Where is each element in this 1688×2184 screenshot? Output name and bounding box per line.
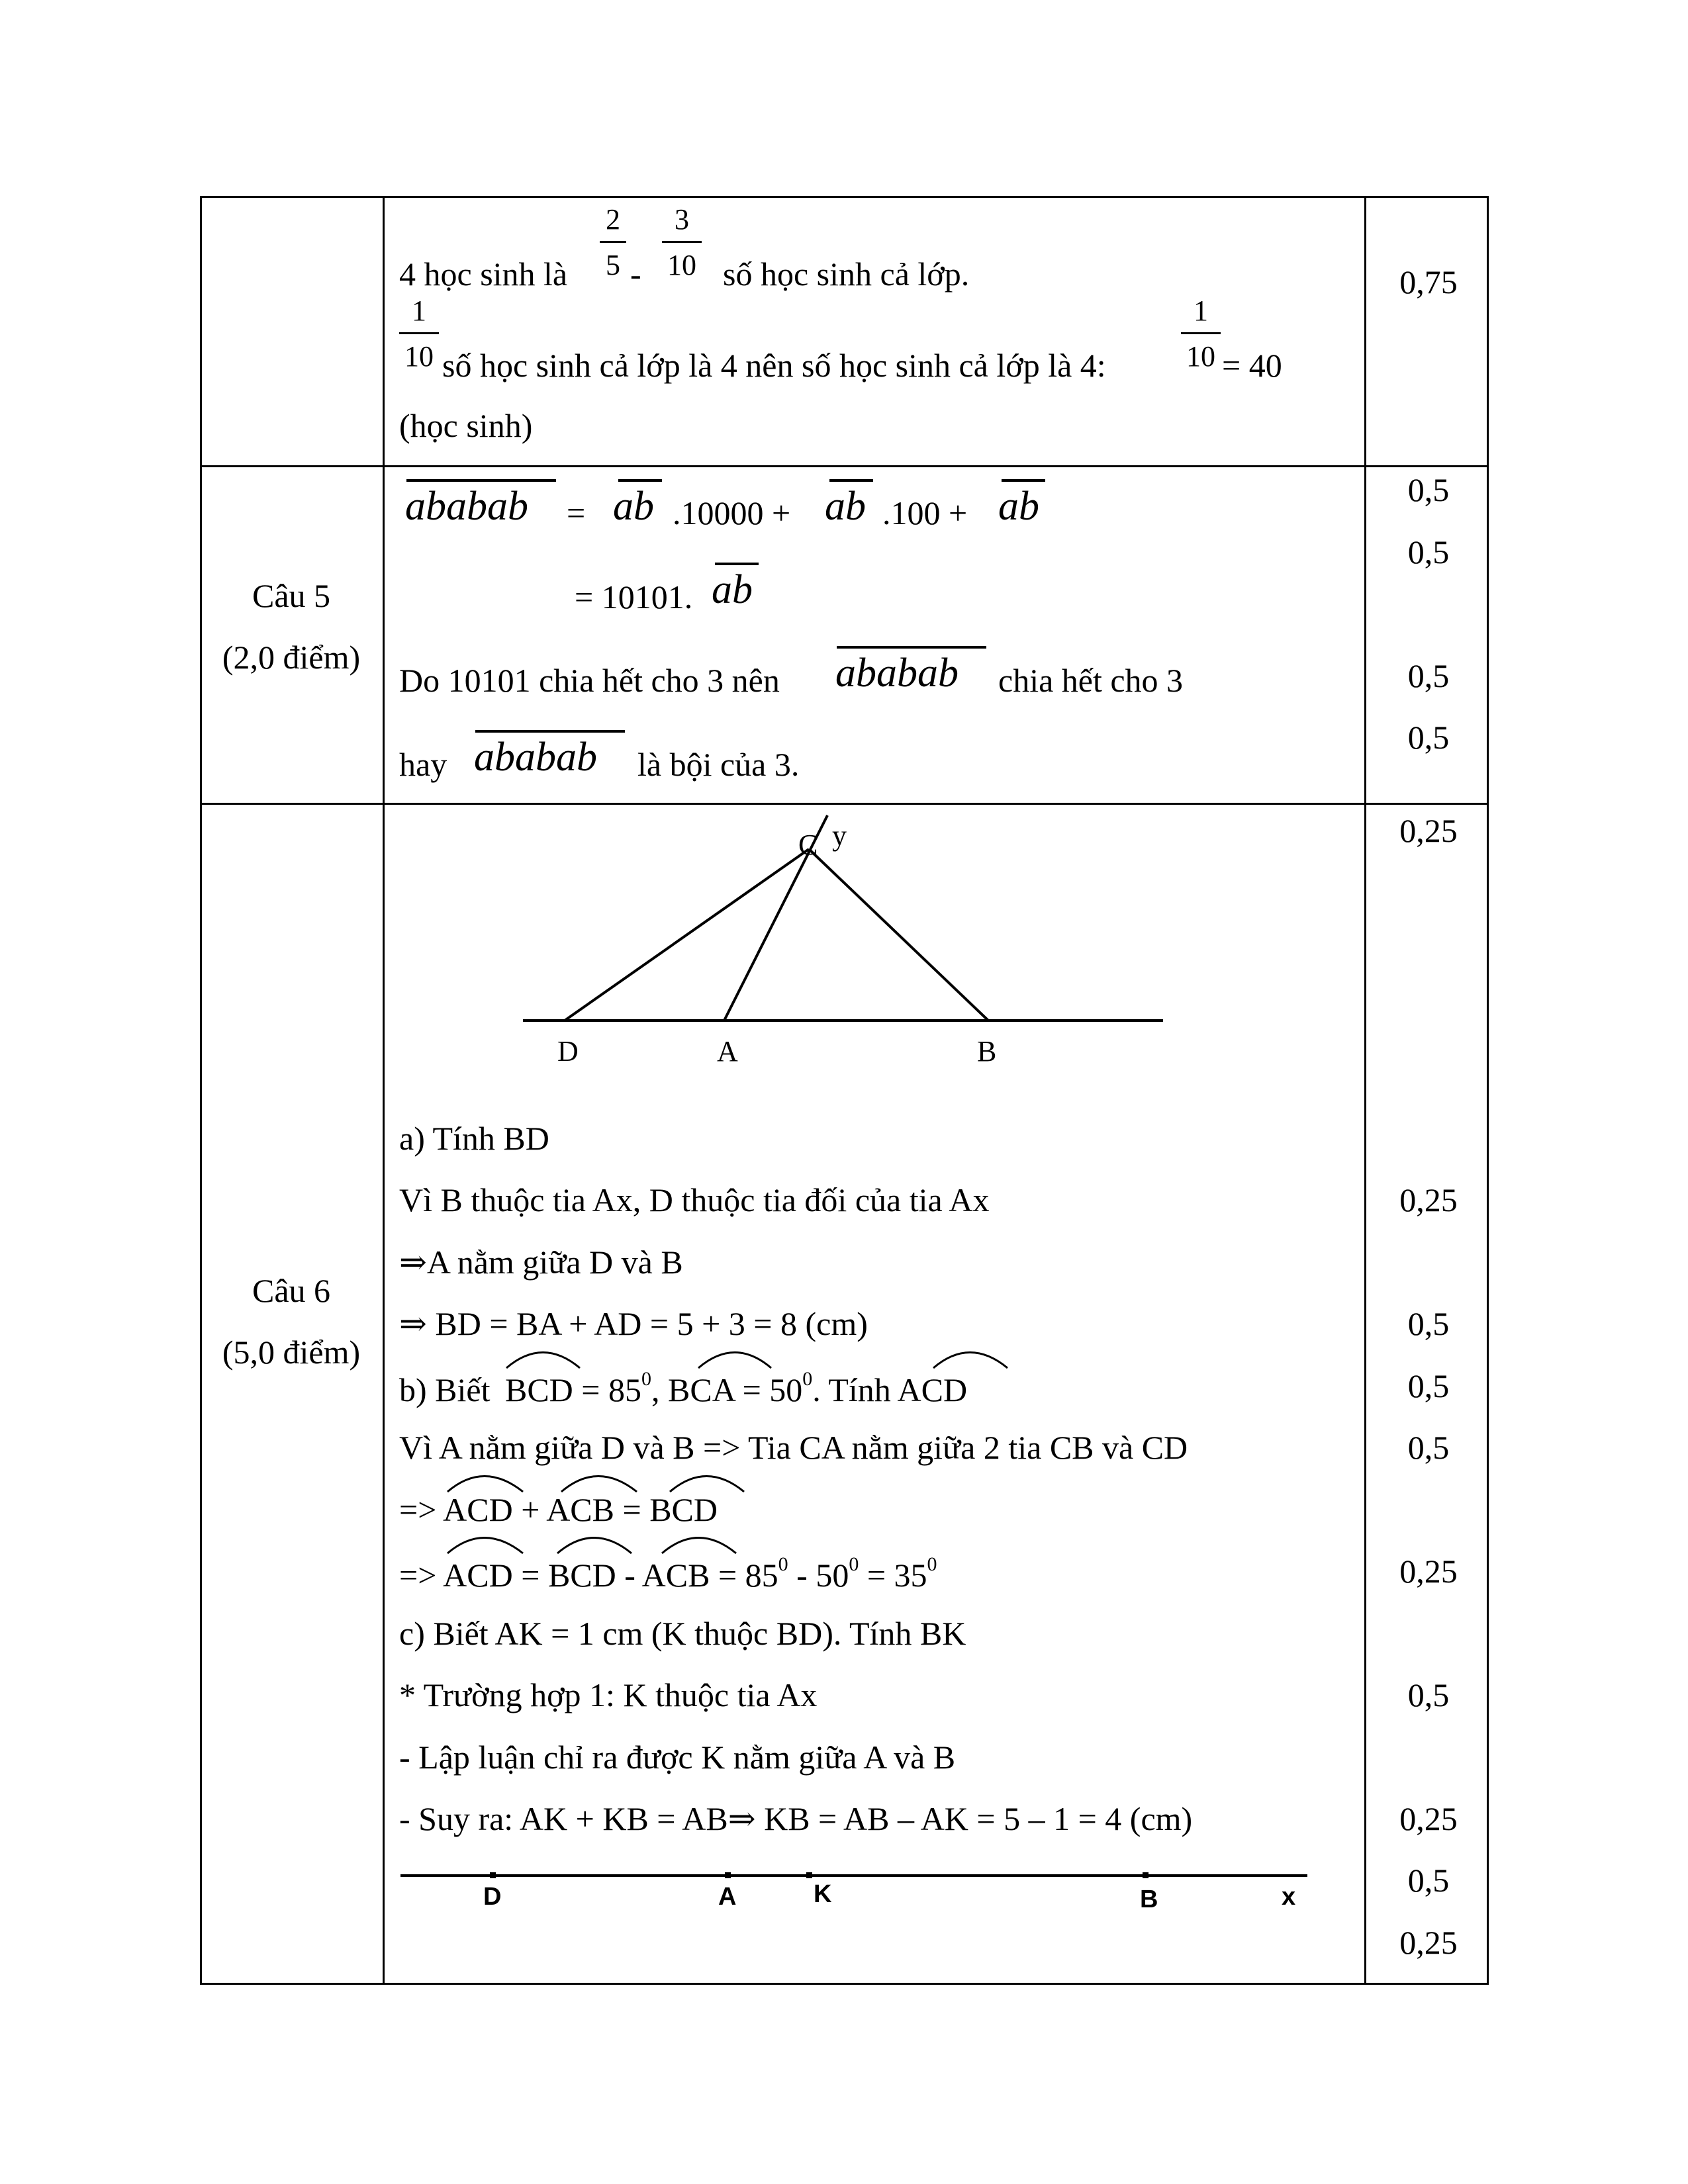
nl-label-D: D [483,1883,502,1911]
angle-BCD: BCD [649,1491,718,1528]
label-D: D [557,1035,579,1068]
q4-line3: (học sinh) [399,407,533,444]
q6-score-3: 0,5 [1407,1305,1450,1342]
equals: = [521,1557,540,1594]
q6-a3: ⇒ BD = BA + AD = 5 + 3 = 8 (cm) [399,1305,868,1342]
fraction-denominator: 10 [399,332,439,371]
fraction-numerator: 2 [606,203,620,236]
q5-score-2: 0,5 [1407,533,1450,570]
q5-eq-10101: = 10101. [575,578,693,615]
q5-line4-suffix: là bội của 3. [637,746,800,783]
tinh: . Tính [812,1371,891,1408]
q6-c2: - Lập luận chỉ ra được K nằm giữa A và B [399,1739,956,1776]
nl-label-A: A [718,1883,737,1911]
label-C: C [798,829,818,861]
q6-a-title: a) Tính BD [399,1120,549,1157]
q5-line3-suffix: chia hết cho 3 [998,662,1184,699]
result-35: = 35 [867,1557,927,1594]
q5-line4-prefix: hay [399,746,447,783]
nl-label-K: K [814,1880,832,1908]
degree-sup: 0 [849,1553,859,1575]
q5-ab-4: ab [712,567,753,612]
fraction-denominator: 5 [600,241,626,280]
q6-c1: * Trường hợp 1: K thuộc tia Ax [399,1676,818,1713]
q5-ab-2: ab [825,484,866,529]
angle-BCD: BCD [547,1557,616,1594]
fraction-numerator: 3 [675,203,689,236]
point-D [490,1872,496,1878]
plus: + [521,1491,540,1528]
q6-score-7: 0,5 [1407,1676,1450,1713]
q6-label: Câu 6 [252,1272,331,1309]
q6-score-10: 0,25 [1399,1924,1458,1961]
q5-line3-prefix: Do 10101 chia hết cho 3 nên [399,662,780,699]
fraction-denominator: 10 [1181,332,1221,371]
q5-score-4: 0,5 [1407,719,1450,756]
q6-c-title: c) Biết AK = 1 cm (K thuộc BD). Tính BK [399,1615,966,1652]
q5-times10000: .10000 + [673,494,791,531]
equals: = [622,1491,641,1528]
q4-score: 0,75 [1399,263,1458,300]
q4-line1-prefix: 4 học sinh là [399,255,568,293]
q5-times100: .100 + [882,494,968,531]
arrow: => [399,1557,437,1594]
q5-ab-3: ab [998,484,1039,529]
q4-minus-sign: - [630,255,641,293]
q4-line1-suffix: số học sinh cả lớp. [723,255,970,293]
point-A [725,1872,731,1878]
q5-label: Câu 5 [252,577,331,614]
point-B [1143,1872,1149,1878]
angle-ACD: ACD [443,1491,513,1528]
q6-a2: ⇒A nằm giữa D và B [399,1244,683,1281]
comma: , [651,1371,660,1408]
arrow: => [399,1491,437,1528]
label-B: B [977,1035,997,1068]
degree-sup: 0 [778,1553,788,1575]
result-50: - 50 [796,1557,849,1594]
q6-score-1: 0,25 [1399,812,1458,849]
q5-ab-1: ab [613,484,654,529]
fraction-denominator: 10 [662,241,702,280]
angle-BCA: BCA [668,1371,735,1408]
b-title-text: b) Biết [399,1371,491,1408]
angle-ACD: ACD [897,1371,968,1408]
eq-85: = 85 [581,1371,641,1408]
label-A: A [717,1035,738,1068]
nl-label-B: B [1140,1886,1158,1913]
angle-ACD: ACD [443,1557,513,1594]
q6-points: (5,0 điểm) [222,1334,361,1371]
eq-50: = 50 [742,1371,803,1408]
degree-sup: 0 [641,1368,651,1390]
angle-ACB: ACB [641,1557,710,1594]
q6-c3: - Suy ra: AK + KB = AB⇒ KB = AB – AK = 5 – 1 = 4 (cm) [399,1800,1193,1837]
q6-score-9: 0,5 [1407,1862,1450,1899]
degree-sup: 0 [802,1368,813,1390]
result-85: = 85 [718,1557,778,1594]
q5-score-1: 0,5 [1407,471,1450,508]
q5-equals: = [567,494,586,531]
point-K [806,1872,812,1878]
q6-b1: Vì A nằm giữa D và B => Tia CA nằm giữa 2 tia CB và CD [399,1429,1188,1466]
nl-label-x: x [1282,1883,1296,1911]
fraction-numerator: 1 [1194,295,1208,327]
q4-line2-result: = 40 [1222,347,1282,384]
q6-score-8: 0,25 [1399,1800,1458,1837]
q5-points: (2,0 điểm) [222,639,361,676]
q6-score-6: 0,25 [1399,1553,1458,1590]
label-y: y [832,819,847,852]
q4-line2-text: số học sinh cả lớp là 4 nên số học sinh cả lớp là 4: [442,347,1106,384]
q5-ababab-2: ababab [835,651,959,696]
q5-ababab-3: ababab [474,735,597,780]
angle-ACB: ACB [546,1491,614,1528]
minus: - [624,1557,635,1594]
q5-score-3: 0,5 [1407,657,1450,694]
q5-ababab-1: ababab [405,484,528,529]
q6-score-2: 0,25 [1399,1181,1458,1218]
fraction-numerator: 1 [412,295,426,327]
q6-score-5: 0,5 [1407,1429,1450,1466]
angle-BCD: BCD [504,1371,573,1408]
degree-sup: 0 [927,1553,937,1575]
q6-score-4: 0,5 [1407,1367,1450,1404]
q6-a1: Vì B thuộc tia Ax, D thuộc tia đối của tia Ax [399,1181,990,1218]
